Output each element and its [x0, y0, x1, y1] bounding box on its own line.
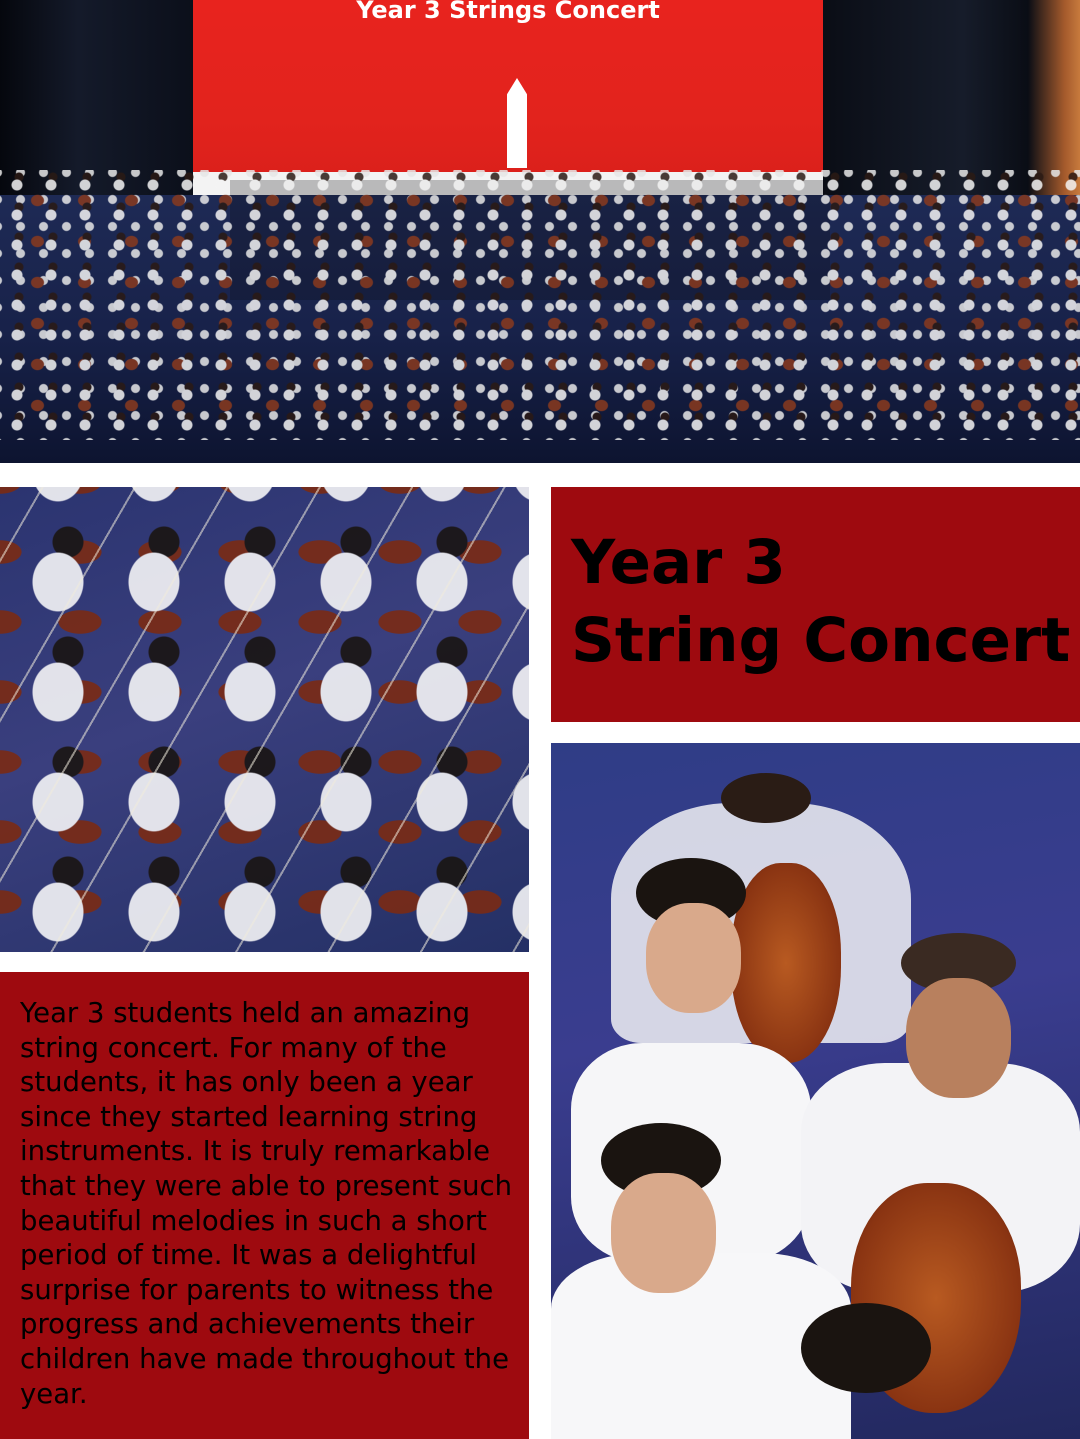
student-face [646, 903, 741, 1013]
violin-students-photo [0, 487, 529, 952]
student-face [906, 978, 1011, 1098]
student-head [801, 1303, 931, 1393]
stage-orchestra-photo [0, 0, 1080, 463]
description-text: Year 3 students held an amazing string concert. For many of the students, it has only been a year since they started learning string instruments. It is truly remarkable that they were able to present such beautiful melodies in such a short period of time. It was a delightful surprise for parents to witness the progress and achievements their children have made throughout the year. [20, 997, 513, 1410]
title-line-2: String Concert [571, 605, 1071, 676]
student-head [721, 773, 811, 823]
screen-title: Year 3 Strings Concert [356, 0, 660, 24]
orchestra-students [0, 170, 1080, 440]
title-line-1: Year 3 [571, 527, 786, 598]
chapel-spire-logo [507, 78, 527, 168]
student-face [611, 1173, 716, 1293]
cello-body [731, 863, 841, 1063]
violin-bows [0, 487, 529, 952]
cello-students-photo [551, 743, 1080, 1439]
